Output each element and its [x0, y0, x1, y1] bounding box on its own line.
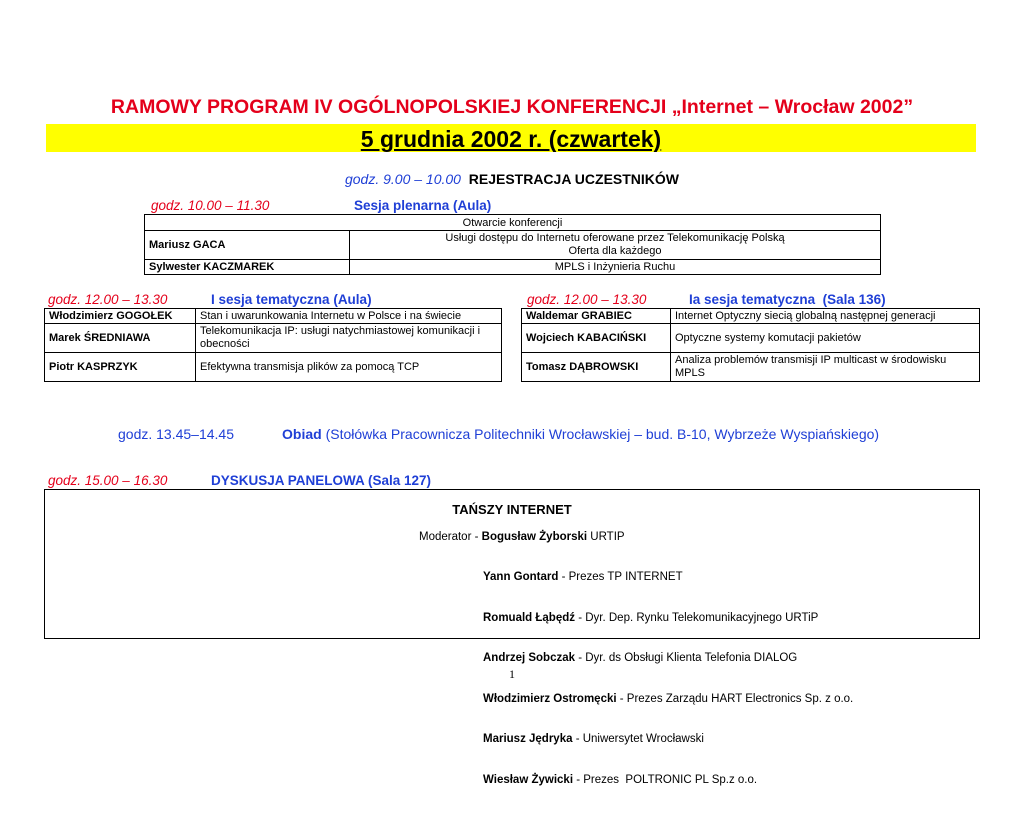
topic-cell: [350, 231, 881, 260]
page-title: RAMOWY PROGRAM IV OGÓLNOPOLSKIEJ KONFERENCJI „Internet – Wrocław 2002”: [110, 96, 914, 118]
participant-name: Wiesław Żywicki: [483, 773, 574, 786]
participant-name: Romuald Łąbędź: [483, 611, 576, 624]
participant-name: Andrzej Sobczak: [483, 652, 576, 664]
topic-cell: Stan i uwarunkowania Internetu w Polsce i na świecie: [196, 309, 502, 324]
participant-role: - Dyr. ds Obsługi Klienta Telefonia DIALOG: [575, 652, 798, 664]
topic-cell: Telekomunikacja IP: usługi natychmiastowej komunikacji i obecności: [196, 324, 502, 353]
list-item: [483, 693, 853, 707]
session1a-time: godz. 12.00 – 13.30: [527, 292, 647, 307]
participant-name: Włodzimierz Ostromęcki: [483, 692, 617, 705]
lunch-line: [282, 426, 879, 442]
list-item: [483, 652, 853, 666]
speaker-cell: Mariusz GACA: [145, 231, 350, 260]
list-item: [483, 774, 853, 788]
speaker-cell: Piotr KASPRZYK: [45, 353, 196, 382]
table-row: [45, 309, 502, 324]
table-row: [145, 231, 881, 260]
page-number: 1: [509, 667, 515, 681]
session1-title: I sesja tematyczna (Aula): [211, 292, 372, 307]
table-row: [145, 215, 881, 231]
list-item: [483, 612, 853, 626]
plenary-title: Sesja plenarna (Aula): [354, 198, 492, 213]
registration-line: [0, 171, 1024, 187]
topic-cell: Internet Optyczny siecią globalną następnej generacji: [671, 309, 980, 324]
lunch-detail: (Stołówka Pracownicza Politechniki Wrocławskiej – bud. B-10, Wybrzeże Wyspiańskiego): [325, 426, 880, 442]
registration-time: godz. 9.00 – 10.00: [344, 171, 461, 187]
registration-label: REJESTRACJA UCZESTNIKÓW: [468, 171, 680, 187]
topic-cell: MPLS i Inżynieria Ruchu: [350, 260, 881, 275]
participant-role: URTIP: [587, 531, 625, 543]
session1-time: godz. 12.00 – 13.30: [48, 292, 168, 307]
plenary-table: [144, 214, 881, 275]
topic-line: Usługi dostępu do Internetu oferowane przez Telekomunikację Polską: [445, 232, 785, 244]
table-row: [522, 309, 980, 324]
participant-name: Bogusław Żyborski: [481, 531, 588, 543]
speaker-cell: Marek ŚREDNIAWA: [45, 324, 196, 353]
topic-cell: Analiza problemów transmisji IP multicast w środowisku MPLS: [671, 353, 980, 382]
speaker-cell: Waldemar GRABIEC: [522, 309, 671, 324]
participant-name: Yann Gontard: [483, 571, 559, 583]
speaker-cell: Tomasz DĄBROWSKI: [522, 353, 671, 382]
speaker-cell: Sylwester KACZMAREK: [145, 260, 350, 275]
list-item: [483, 571, 853, 585]
table-row: [145, 260, 881, 275]
lunch-time: godz. 13.45–14.45: [118, 426, 234, 442]
opening-cell: Otwarcie konferencji: [145, 215, 881, 231]
topic-line: Oferta dla każdego: [568, 245, 662, 257]
session1-table: [44, 308, 502, 382]
panel-moderator: [419, 531, 625, 545]
table-row: [522, 353, 980, 382]
date-text: 5 grudnia 2002 r. (czwartek): [360, 126, 662, 152]
speaker-cell: Włodzimierz GOGOŁEK: [45, 309, 196, 324]
participant-role: - Dyr. Dep. Rynku Telekomunikacyjnego URTiP: [575, 611, 819, 624]
participant-role: - Prezes Zarządu HART Electronics Sp. z o.o.: [616, 692, 854, 705]
panel-box: [44, 489, 980, 786]
topic-cell: Efektywna transmisja plików za pomocą TCP: [196, 353, 502, 382]
lunch-label: Obiad: [282, 426, 322, 442]
panel-topic: TAŃSZY INTERNET: [452, 502, 572, 517]
participant-role: - Prezes POLTRONIC PL Sp.z o.o.: [573, 773, 758, 786]
table-row: [45, 324, 502, 353]
table-row: [522, 324, 980, 353]
session1a-title: Ia sesja tematyczna (Sala 136): [689, 292, 886, 307]
participant-role: - Uniwersytet Wrocławski: [572, 733, 704, 745]
moderator-prefix: Moderator -: [419, 531, 482, 543]
topic-cell: Optyczne systemy komutacji pakietów: [671, 324, 980, 353]
table-row: [45, 353, 502, 382]
session1a-table: [521, 308, 980, 382]
speaker-cell: Wojciech KABACIŃSKI: [522, 324, 671, 353]
panel-time: godz. 15.00 – 16.30: [48, 473, 168, 488]
panel-title: DYSKUSJA PANELOWA (Sala 127): [211, 473, 432, 488]
plenary-time: godz. 10.00 – 11.30: [151, 198, 270, 213]
list-item: [483, 733, 853, 747]
participant-role: - Prezes TP INTERNET: [558, 571, 683, 583]
participant-name: Mariusz Jędryka: [483, 733, 573, 745]
date-banner: [46, 124, 976, 152]
